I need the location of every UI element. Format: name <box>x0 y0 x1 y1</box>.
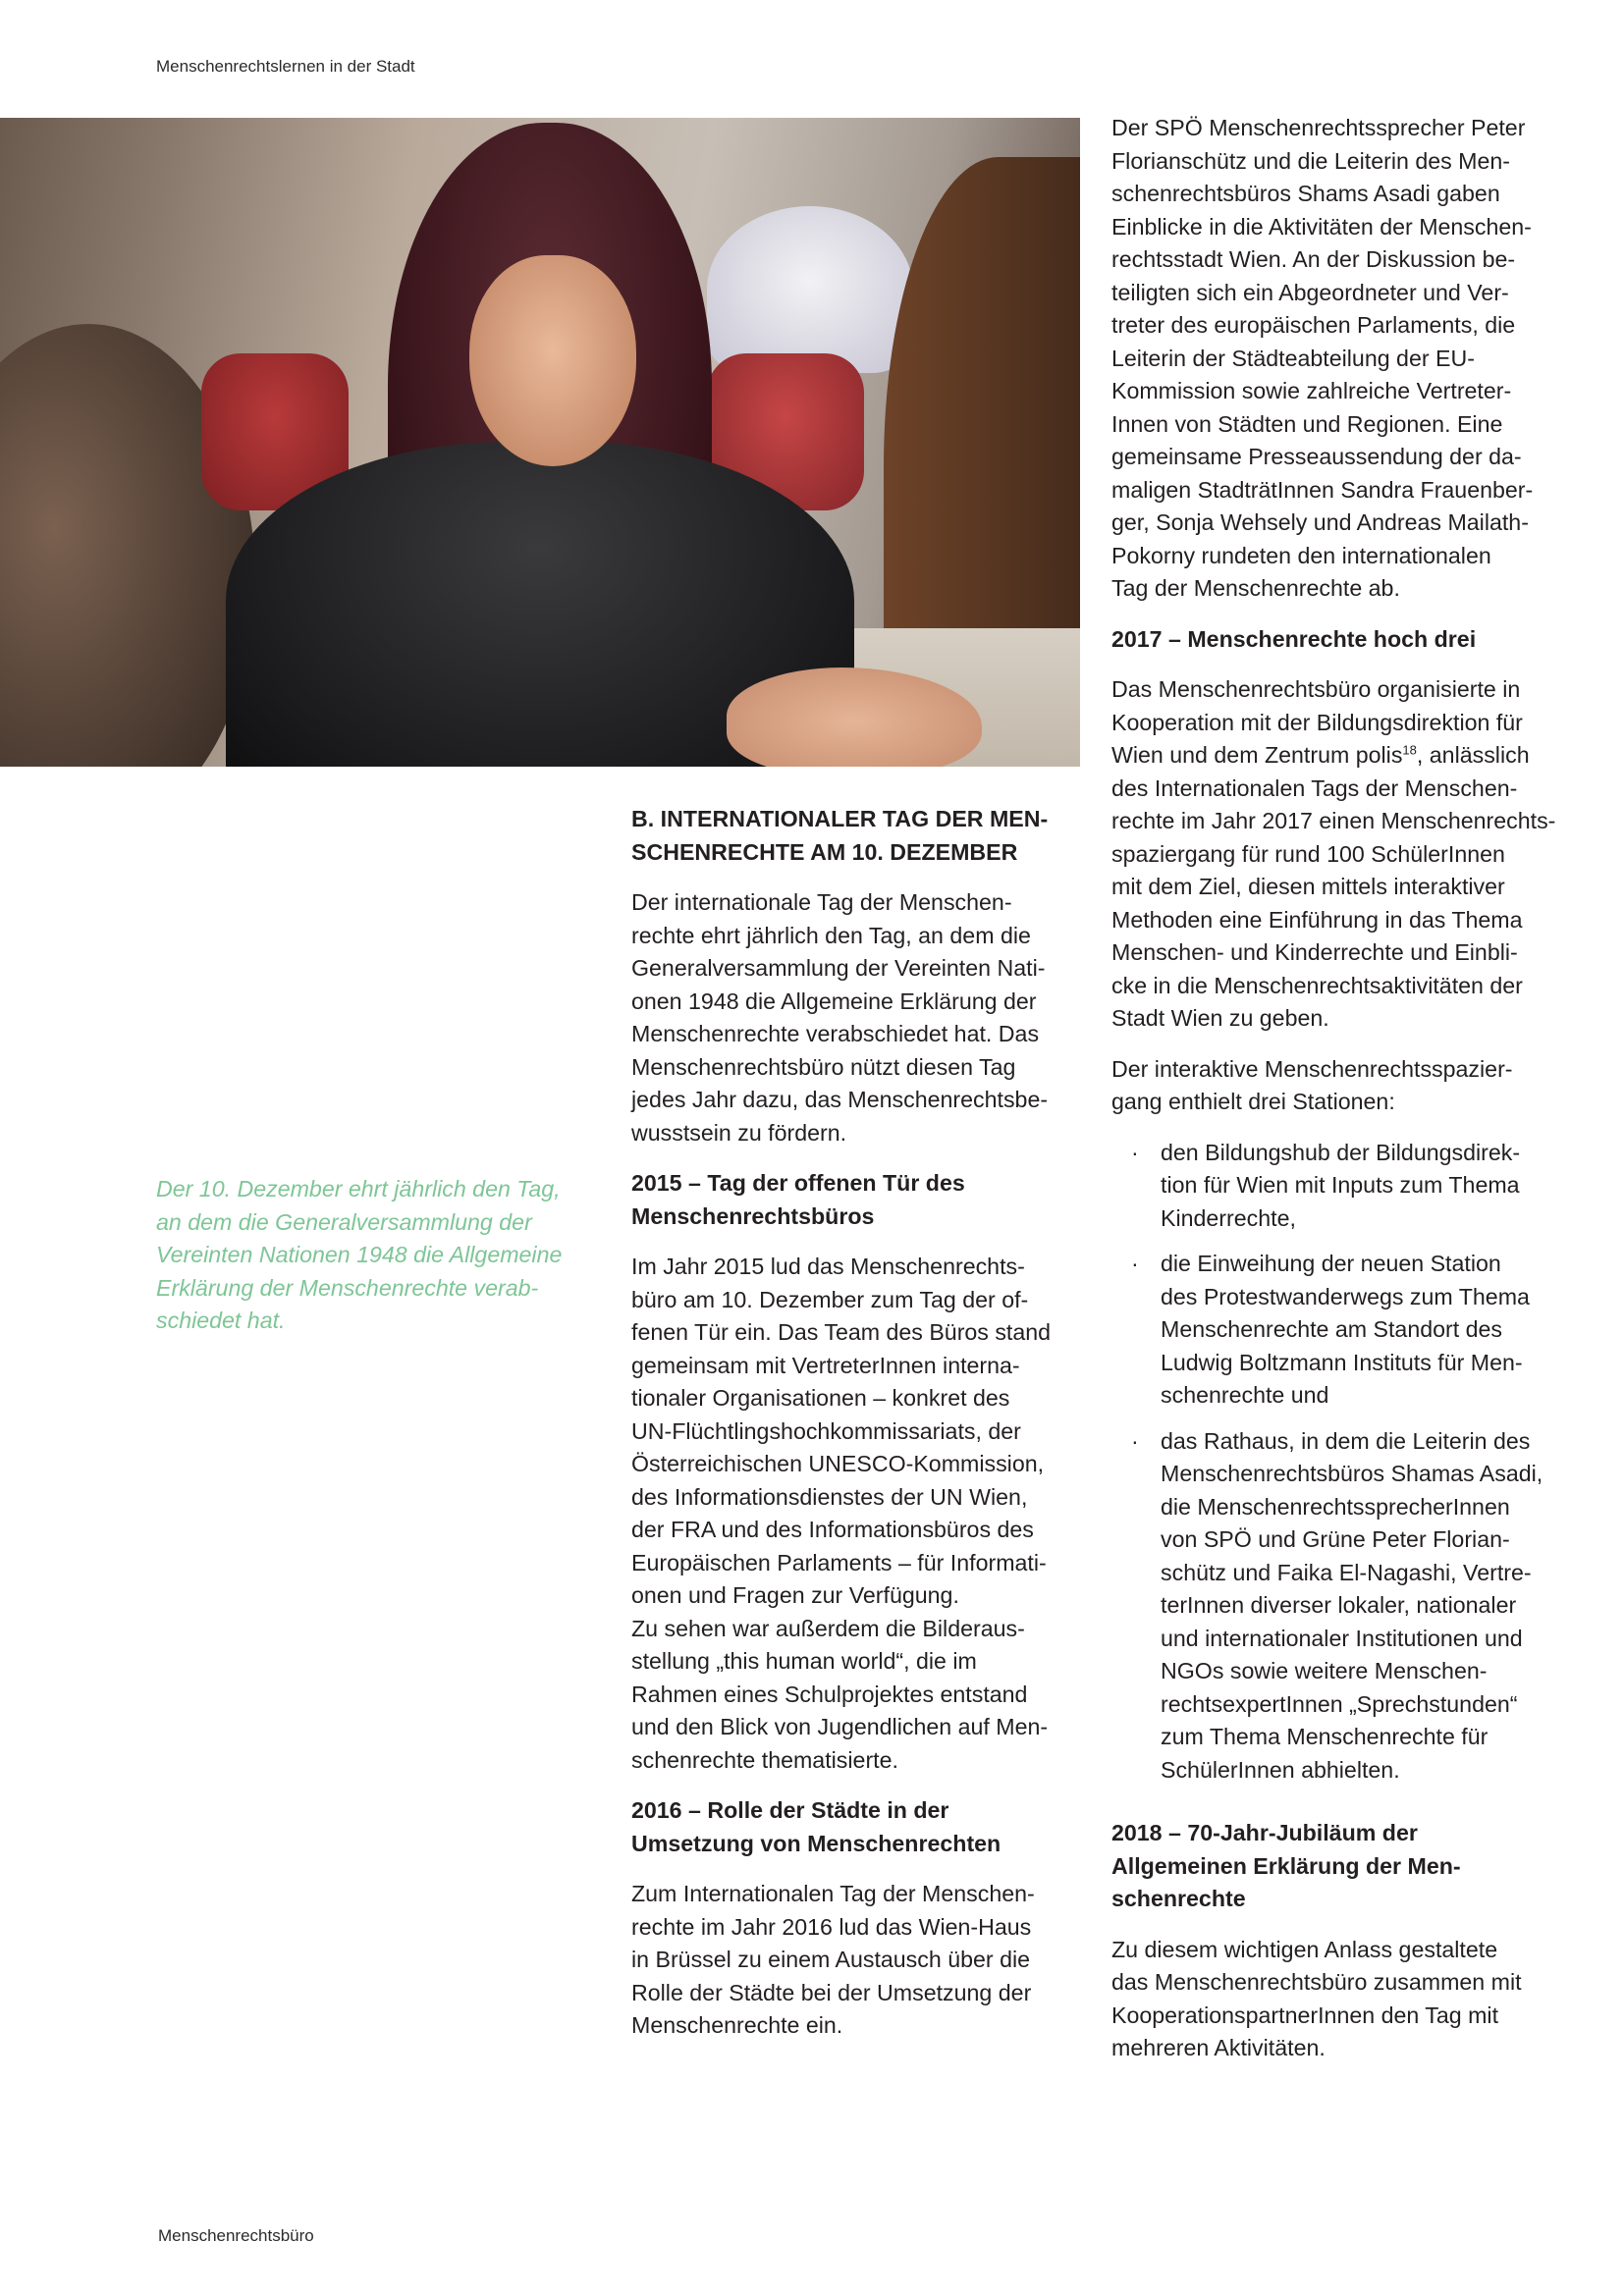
paragraph-2015: Im Jahr 2015 lud das Menschenrechts- büro am 10. Dezember zum Tag der of- fenen Tür ein. Das Team des Büros stand gemeinsam mit VertreterInnen interna- tionaler Organisationen – konkret des UN-Flüchtlingshochkommissariats, der Österreichischen UNESCO-Kommission, des Informationsdienstes der UN Wien, der FRA und des Informationsbüros des Europäischen Parlaments – für Informati- onen und Fragen zur Verfügung. Zu sehen war außerdem die Bilderaus- stellung „this human world“, die im Rahmen eines Schulprojektes entstand und den Blick von Jugendlichen auf Men- schenrechte thematisierte. <box>631 1254 1052 1773</box>
event-photo <box>0 118 1080 767</box>
caption-line: schiedet hat. <box>156 1308 286 1333</box>
footnote-marker: 18 <box>1402 742 1417 758</box>
paragraph-2016-continued: Der SPÖ Menschenrechtssprecher Peter Florianschütz und die Leiterin des Men- schenrechtsbüros Shams Asadi gaben Einblicke in die Aktivitäten der Menschen- rechtsstadt Wien. An der Diskussion be- teiligten sich ein Abgeordneter und Ver- treter des europäischen Parlaments, die Leiterin der Städteabteilung der EU- Kommission sowie zahlreiche Vertreter- Innen von Städten und Regionen. Eine gemeinsame Presseaussendung der da- maligen StadträtInnen Sandra Frauenber- ger, Sonja Wehsely und Andreas Mailath- Pokorny rundeten den internationalen Tag der Menschenrechte ab. <box>1111 115 1534 601</box>
heading-2017: 2017 – Menschenrechte hoch drei <box>1111 625 1477 652</box>
paragraph-2016: Zum Internationalen Tag der Menschen- rechte im Jahr 2016 lud das Wien-Haus in Brüssel zu einem Austausch über die Rolle der Städte bei der Umsetzung der Menschenrechte ein. <box>631 1881 1035 2038</box>
right-column <box>1111 112 1565 2065</box>
list-item: · die Einweihung der neuen Station des Protestwanderwegs zum Thema Menschenrechte am Standort des Ludwig Boltzmann Instituts für Men- schenrechte und <box>1111 1248 1565 1413</box>
paragraph-2018: Zu diesem wichtigen Anlass gestaltete das Menschenrechtsbüro zusammen mit KooperationspartnerInnen den Tag mit mehreren Aktivitäten. <box>1111 1936 1522 2060</box>
bullet-icon: · <box>1131 1139 1139 1165</box>
running-header: Menschenrechtslernen in der Stadt <box>156 57 415 76</box>
stations-list <box>1111 1137 1565 1788</box>
middle-column <box>631 803 1083 2043</box>
bullet-icon: · <box>1131 1427 1139 1454</box>
list-item: · den Bildungshub der Bildungsdirek- tion für Wien mit Inputs zum Thema Kinderrechte, <box>1111 1137 1565 1236</box>
caption-line: Erklärung der Menschenrechte verab- <box>156 1274 539 1301</box>
image-caption <box>156 1173 593 1338</box>
paragraph-walk-intro: Der interaktive Menschenrechtsspazier- gang enthielt drei Stationen: <box>1111 1055 1513 1114</box>
paragraph-2017: Das Menschenrechtsbüro organisierte in Kooperation mit der Bildungsdirektion für Wien und dem Zentrum polis$^{18}$, anlässlich des Internationalen Tags der Menschen- rechte im Jahr 2017 einen Menschenrechts- spaziergang für rund 100 SchülerInnen mit dem Ziel, diesen mittels interaktiver Methoden eine Einführung in das Thema Menschen- und Kinderrechte und Einbli- cke in die Menschenrechtsaktivitäten der Stadt Wien zu geben. <box>1111 676 1556 1031</box>
section-heading: B. INTERNATIONALER TAG DER MEN- SCHENRECHTE AM 10. DEZEMBER <box>631 806 1049 865</box>
heading-2016: 2016 – Rolle der Städte in der Umsetzung von Menschenrechten <box>631 1797 1001 1856</box>
heading-2015: 2015 – Tag der offenen Tür des Menschenrechtsbüros <box>631 1170 965 1229</box>
caption-line: Der 10. Dezember ehrt jährlich den Tag, <box>156 1176 561 1201</box>
heading-2018: 2018 – 70-Jahr-Jubiläum der Allgemeinen Erklärung der Men- schenrechte <box>1111 1820 1461 1911</box>
caption-line: an dem die Generalversammlung der <box>156 1208 532 1235</box>
running-footer: Menschenrechtsbüro <box>158 2226 314 2245</box>
caption-line: Vereinten Nationen 1948 die Allgemeine <box>156 1242 563 1267</box>
bullet-icon: · <box>1131 1251 1139 1276</box>
list-item: · das Rathaus, in dem die Leiterin des Menschenrechtsbüros Shamas Asadi, die MenschenrechtssprecherInnen von SPÖ und Grüne Peter Florian- schütz und Faika El-Nagashi, Vertre- terInnen diverser lokaler, nationaler und internationaler Institutionen und NGOs sowie weitere Menschen- rechtsexpertInnen „Sprechstunden“ zum Thema Menschenrechte für SchülerInnen abhielten. <box>1111 1425 1565 1788</box>
intro-paragraph: Der internationale Tag der Menschen- rechte ehrt jährlich den Tag, an dem die Generalversammlung der Vereinten Nati- onen 1948 die Allgemeine Erklärung der Menschenrechte verabschiedet hat. Das Menschenrechtsbüro nützt diesen Tag jedes Jahr dazu, das Menschenrechtsbe- wusstsein zu fördern. <box>631 889 1049 1146</box>
